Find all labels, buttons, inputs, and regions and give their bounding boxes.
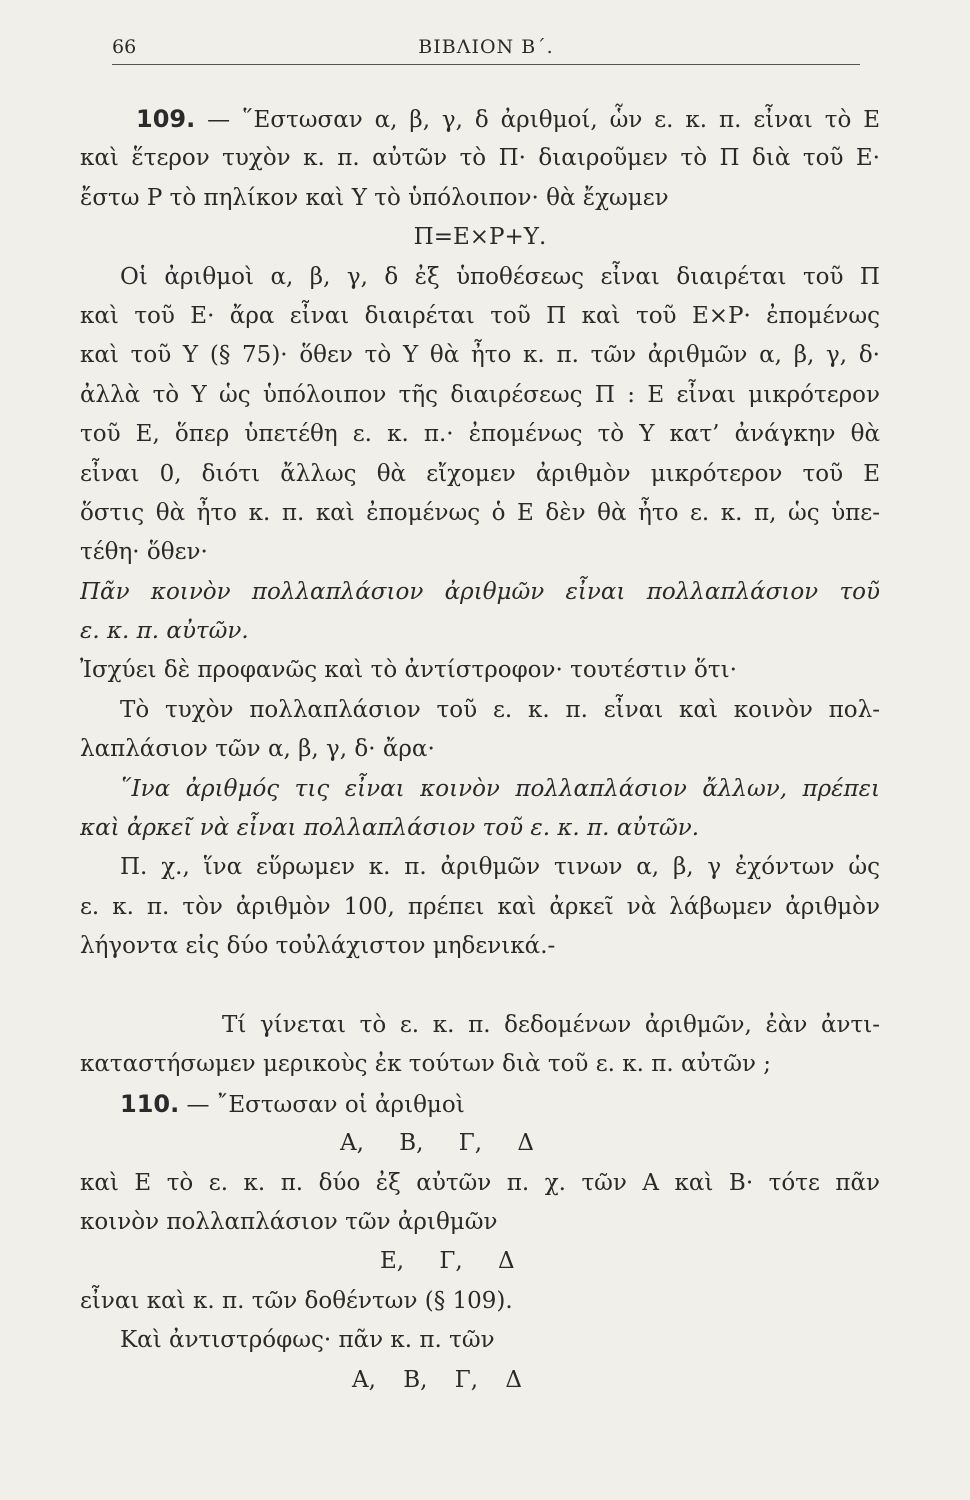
text-line: ἔστω Ρ τὸ πηλίκον καὶ Υ τὸ ὑπόλοιπον· θὰ ἔχωμεν (80, 184, 669, 211)
text-line: καταστήσωμεν μερικοὺς ἐκ τούτων διὰ τοῦ ε. κ. π. αὐτῶν ; (80, 1051, 772, 1078)
text-line: Τὸ τυχὸν πολλαπλάσιον τοῦ ε. κ. π. εἶναι καὶ κοινὸν πολ- (120, 696, 880, 723)
running-title: ΒΙΒΛΙΟΝ Β΄. (418, 36, 554, 58)
section-dash: — (195, 107, 243, 133)
text-line: λαπλάσιον τῶν α, β, γ, δ· ἄρα· (80, 736, 435, 763)
text-line: εἶναι καὶ κ. π. τῶν δοθέντων (§ 109). (80, 1287, 513, 1314)
variables-line: Α, Β, Γ, Δ (340, 1130, 534, 1157)
italic-theorem: ῞Ινα ἀριθμός τις εἶναι κοινὸν πολλαπλάσιον ἄλλων, πρέπει (120, 775, 880, 802)
text-line: ἀλλὰ τὸ Υ ὡς ὑπόλοιπον τῆς διαιρέσεως Π : Ε εἶναι μικρότερον (80, 381, 880, 408)
header-rule (112, 64, 860, 65)
text-line: Καὶ ἀντιστρόφως· πᾶν κ. π. τῶν (120, 1327, 495, 1354)
text-line: τοῦ Ε, ὅπερ ὑπετέθη ε. κ. π.· ἐπομένως τὸ Υ κατ’ ἀνάγκην θὰ (80, 421, 880, 448)
section-109-first-line (80, 100, 880, 139)
text-line: Π. χ., ἵνα εὕρωμεν κ. π. ἀριθμῶν τινων α, β, γ ἐχόντων ὡς (120, 854, 880, 881)
text-line: ὅστις θὰ ἦτο κ. π. καὶ ἐπομένως ὁ Ε δὲν θὰ ἦτο ε. κ. π, ὡς ὑπε- (80, 499, 880, 526)
text-line: ε. κ. π. τὸν ἀριθμὸν 100, πρέπει καὶ ἀρκεῖ νὰ λάβωμεν ἀριθμὸν (80, 893, 880, 920)
italic-theorem: Πᾶν κοινὸν πολλαπλάσιον ἀριθμῶν εἶναι πολλαπλάσιον τοῦ (80, 578, 880, 605)
section-number: 110. (120, 1089, 180, 1118)
variables-line: Α, Β, Γ, Δ (352, 1366, 522, 1393)
section-110-first-line (80, 1085, 880, 1124)
text-line: ῞Εστωσαν α, β, γ, δ ἀριθμοί, ὧν ε. κ. π. εἶναι τὸ Ε (242, 107, 880, 133)
text-line: καὶ τοῦ Ε· ἄρα εἶναι διαιρέται τοῦ Π καὶ τοῦ Ε×Ρ· ἐπομένως (80, 302, 880, 329)
text-line: εἶναι 0, διότι ἄλλως θὰ εἴχομεν ἀριθμὸν μικρότερον τοῦ Ε (80, 460, 880, 487)
text-line: καὶ τοῦ Υ (§ 75)· ὅθεν τὸ Υ θὰ ἦτο κ. π. τῶν ἀριθμῶν α, β, γ, δ· (80, 342, 880, 369)
variables-line: Ε, Γ, Δ (380, 1248, 515, 1275)
text-line: Οἱ ἀριθμοὶ α, β, γ, δ ἐξ ὑποθέσεως εἶναι διαιρέται τοῦ Π (120, 263, 880, 290)
spacer (80, 967, 880, 1006)
text-line: καὶ Ε τὸ ε. κ. π. δύο ἐξ αὐτῶν π. χ. τῶν Α καὶ Β· τότε πᾶν (80, 1169, 880, 1196)
text-line: ῎Εστωσαν οἱ ἀριθμοὶ (216, 1091, 465, 1118)
text-line: Ἰσχύει δὲ προφανῶς καὶ τὸ ἀντίστροφον· τουτέστιν ὅτι· (80, 657, 737, 684)
text-line: κοινὸν πολλαπλάσιον τῶν ἀριθμῶν (80, 1208, 498, 1235)
text-line: Τί γίνεται τὸ ε. κ. π. δεδομένων ἀριθμῶν, ἐὰν ἀντι- (222, 1011, 880, 1038)
section-number: 109. (136, 105, 196, 133)
text-line: τέθη· ὅθεν· (80, 539, 208, 566)
italic-theorem: καὶ ἀρκεῖ νὰ εἶναι πολλαπλάσιον τοῦ ε. κ. π. αὐτῶν. (80, 815, 700, 842)
page-body (80, 100, 880, 1400)
page-number: 66 (112, 36, 137, 58)
text-line: καὶ ἕτερον τυχὸν κ. π. αὐτῶν τὸ Π· διαιροῦμεν τὸ Π διὰ τοῦ Ε· (80, 145, 880, 172)
equation: Π=Ε×Ρ+Υ. (413, 224, 547, 251)
text-line: λήγοντα εἰς δύο τοὐλάχιστον μηδενικά.- (80, 933, 556, 960)
italic-theorem: ε. κ. π. αὐτῶν. (80, 618, 249, 645)
section-dash: — (179, 1091, 217, 1118)
